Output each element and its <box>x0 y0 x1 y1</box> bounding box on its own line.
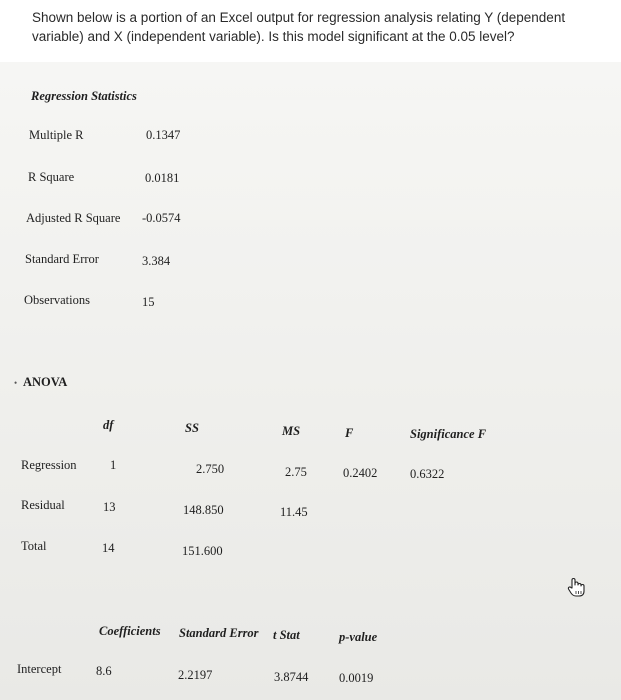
anova-regression-significance-f: 0.6322 <box>410 467 445 481</box>
coef-intercept-t-stat: 3.8744 <box>274 670 309 684</box>
stat-label-multiple-r: Multiple R <box>29 128 84 142</box>
anova-residual-ss: 148.850 <box>183 503 224 517</box>
anova-total-df: 14 <box>102 541 115 555</box>
anova-header-f: F <box>345 426 354 440</box>
anova-header-ms: MS <box>282 424 301 438</box>
regression-statistics-title: Regression Statistics <box>31 89 137 103</box>
bullet-dot: • <box>14 378 18 388</box>
anova-row-label-regression: Regression <box>21 458 77 472</box>
anova-title: ANOVA <box>23 375 68 389</box>
anova-header-df: df <box>103 418 114 432</box>
stat-value-observations: 15 <box>142 295 155 309</box>
stat-value-r-square: 0.0181 <box>145 171 180 185</box>
stat-value-adjusted-r-square: -0.0574 <box>142 211 181 225</box>
coef-intercept-p-value: 0.0019 <box>339 671 374 685</box>
coef-header-t-stat: t Stat <box>273 628 300 642</box>
anova-header-significance-f: Significance F <box>410 427 487 441</box>
coef-header-coefficients: Coefficients <box>99 624 161 638</box>
anova-row-label-residual: Residual <box>21 498 65 512</box>
anova-regression-df: 1 <box>110 458 117 472</box>
excel-output-photo <box>0 62 621 700</box>
coef-row-label-intercept: Intercept <box>17 662 62 676</box>
stat-label-observations: Observations <box>24 293 90 307</box>
coef-intercept-standard-error: 2.2197 <box>178 668 213 682</box>
anova-regression-ms: 2.75 <box>285 465 307 479</box>
stat-value-standard-error: 3.384 <box>142 254 171 268</box>
hand-pointer-icon <box>566 576 590 598</box>
stat-label-adjusted-r-square: Adjusted R Square <box>26 211 121 225</box>
anova-regression-f: 0.2402 <box>343 466 378 480</box>
coef-header-standard-error: Standard Error <box>179 626 259 640</box>
anova-residual-ms: 11.45 <box>280 505 308 519</box>
stat-value-multiple-r: 0.1347 <box>146 128 181 142</box>
stat-label-standard-error: Standard Error <box>25 252 99 266</box>
anova-regression-ss: 2.750 <box>196 462 225 476</box>
anova-total-ss: 151.600 <box>182 544 223 558</box>
stat-label-r-square: R Square <box>28 170 75 184</box>
anova-residual-df: 13 <box>103 500 116 514</box>
anova-row-label-total: Total <box>21 539 47 553</box>
coef-header-p-value: p-value <box>339 630 378 644</box>
coef-intercept-coefficient: 8.6 <box>96 664 112 678</box>
question-text: Shown below is a portion of an Excel output for regression analysis relating Y (dependent variable) and X (independent variable). Is this model significant at the 0.05 level? <box>0 0 621 62</box>
anova-header-ss: SS <box>185 421 199 435</box>
